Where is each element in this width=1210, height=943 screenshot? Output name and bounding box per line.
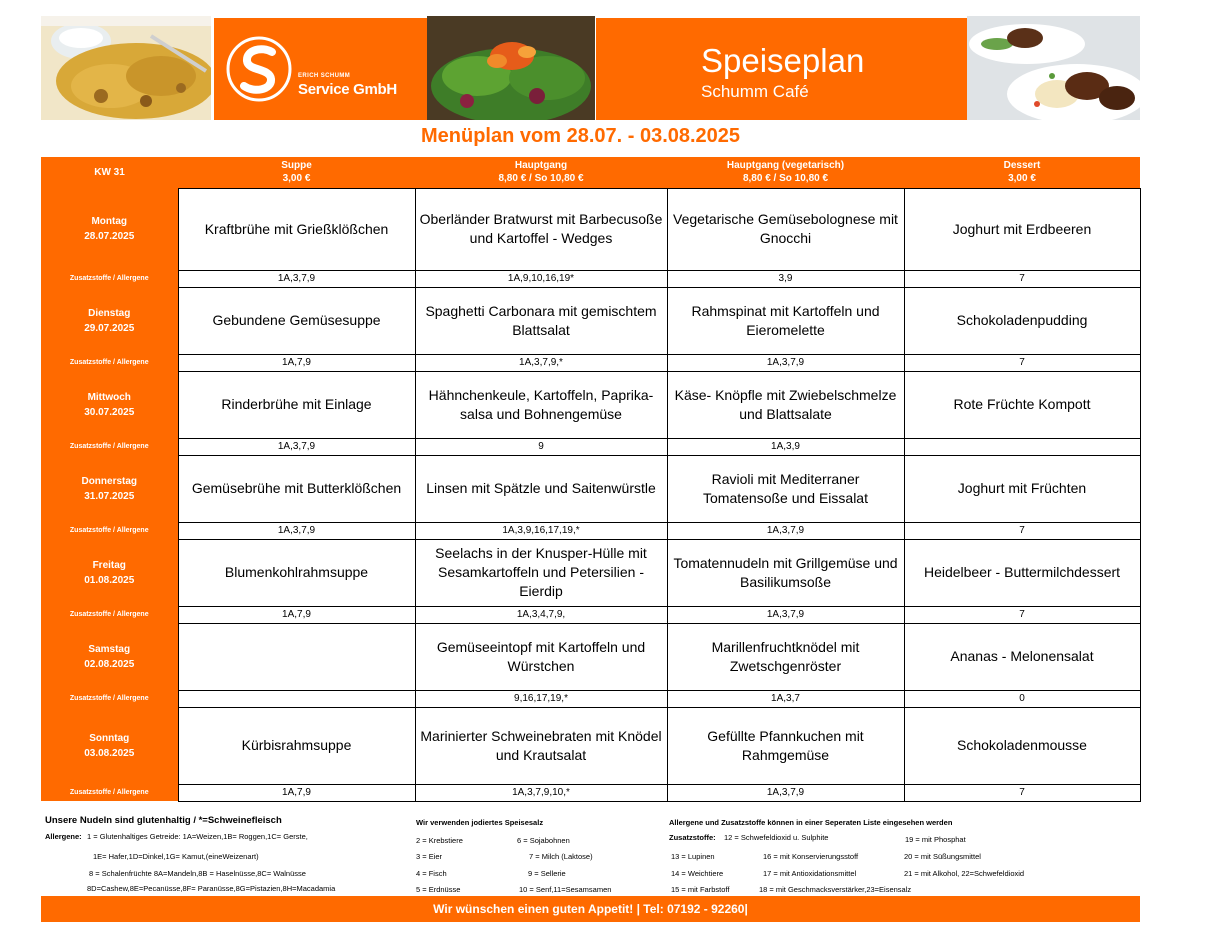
noodle-note: Unsere Nudeln sind glutenhaltig / *=Schweinefleisch [45, 815, 282, 826]
vegetarian-dish: Rahmspinat mit Kartoffeln und Eieromelette [667, 287, 904, 354]
dessert-header-price: 3,00 € [1008, 173, 1036, 185]
logo-small-text: ERICH SCHUMM [298, 73, 351, 79]
allergene-line-4: 8D=Cashew,8E=Pecanüsse,8F= Paranüsse,8G=Pistazien,8H=Macadamia [87, 884, 336, 893]
day-date: 02.08.2025 [84, 658, 135, 670]
allergen-row-label: Zusatzstoffe / Allergene [41, 690, 178, 707]
day-cell [41, 455, 178, 522]
allergen-codes: 1A,3,7,9 [667, 522, 904, 539]
allergen-codes: 7 [904, 606, 1140, 623]
additive-17: 17 = mit Antioxidationsmittel [763, 869, 857, 878]
day-name: Freitag [92, 559, 126, 571]
dessert-dish: Schokoladenmousse [904, 707, 1140, 784]
vegetarian-dish: Marillenfruchtknödel mit Zwetschgenröster [667, 623, 904, 690]
page-title: Speiseplan [701, 42, 865, 79]
dessert-dish: Joghurt mit Früchten [904, 455, 1140, 522]
additive-20: 20 = mit Süßungsmittel [904, 852, 981, 861]
allergen-codes: 1A,3,7,9 [178, 270, 415, 287]
additive-14: 14 = Weichtiere [671, 869, 724, 878]
additive-12: 12 = Schwefeldioxid u. Sulphite [724, 833, 829, 842]
allergene-line-2: 1E= Hafer,1D=Dinkel,1G= Kamut,(eineWeizenart) [93, 852, 259, 861]
allergen-codes: 1A,3,4,7,9, [415, 606, 667, 623]
allergen-codes: 0 [904, 690, 1140, 707]
allergen-5: 5 = Erdnüsse [416, 885, 461, 894]
allergen-row [41, 522, 1140, 539]
main-dish: Spaghetti Carbonara mit gemischtem Blattsalat [415, 287, 667, 354]
table-header-row [41, 157, 1140, 188]
soup-dish: Rinderbrühe mit Einlage [178, 371, 415, 438]
day-name: Sonntag [89, 732, 130, 744]
day-row [41, 707, 1140, 784]
company-logo-icon [226, 36, 292, 102]
allergen-codes: 7 [904, 354, 1140, 371]
allergen-codes: 1A,7,9 [178, 606, 415, 623]
allergen-row [41, 690, 1140, 707]
vegetarian-dish: Käse- Knöpfle mit Zwiebelschmelze und Blattsalate [667, 371, 904, 438]
main-dish: Oberländer Bratwurst mit Barbecusoße und Kartoffel - Wedges [415, 188, 667, 270]
allergen-codes: 1A,3,7,9,10,* [415, 784, 667, 801]
day-name: Samstag [88, 643, 131, 655]
dessert-dish: Rote Früchte Kompott [904, 371, 1140, 438]
day-cell [41, 623, 178, 690]
allergen-codes: 1A,3,7 [667, 690, 904, 707]
day-date: 29.07.2025 [84, 322, 135, 334]
main-dish: Gemüseeintopf mit Kartoffeln und Würstchen [415, 623, 667, 690]
allergen-9: 9 = Sellerie [528, 869, 566, 878]
allergen-2: 2 = Krebstiere [416, 836, 463, 845]
dessert-dish: Schokoladenpudding [904, 287, 1140, 354]
main-dish: Hähnchenkeule, Kartoffeln, Paprika-salsa und Bohnengemüse [415, 371, 667, 438]
allergen-6: 6 = Sojabohnen [517, 836, 570, 845]
allergen-row-label: Zusatzstoffe / Allergene [41, 438, 178, 455]
allergen-codes [904, 438, 1140, 455]
day-row [41, 371, 1140, 438]
day-cell [41, 287, 178, 354]
day-cell [41, 539, 178, 606]
additive-21: 21 = mit Alkohol, 22=Schwefeldioxid [904, 869, 1025, 878]
allergen-row [41, 784, 1140, 801]
vegetarian-dish: Gefüllte Pfannkuchen mit Rahmgemüse [667, 707, 904, 784]
salt-note: Wir verwenden jodiertes Speisesalz [416, 818, 544, 827]
allergen-row [41, 438, 1140, 455]
allergen-codes: 7 [904, 270, 1140, 287]
veg-header-price: 8,80 € / So 10,80 € [742, 173, 829, 185]
food-photo-meatballs [967, 16, 1140, 120]
page-subtitle: Schumm Café [701, 82, 809, 101]
veg-header [667, 157, 904, 188]
soup-dish [178, 623, 415, 690]
allergen-row-label: Zusatzstoffe / Allergene [41, 784, 178, 801]
main-dish: Seelachs in der Knusper-Hülle mit Sesamkartoffeln und Petersilien - Eierdip [415, 539, 667, 606]
main-header-name: Hauptgang [514, 160, 568, 172]
soup-header [178, 157, 415, 188]
additive-18: 18 = mit Geschmacksverstärker,23=Eisensalz [759, 885, 912, 894]
dessert-dish: Joghurt mit Erdbeeren [904, 188, 1140, 270]
additive-13: 13 = Lupinen [671, 852, 715, 861]
notes-section [41, 812, 1140, 894]
allergen-3: 3 = Eier [416, 852, 443, 861]
veg-header-name: Hauptgang (vegetarisch) [726, 160, 845, 172]
dessert-dish: Heidelbeer - Buttermilchdessert [904, 539, 1140, 606]
menu-title: Menüplan vom 28.07. - 03.08.2025 [421, 125, 741, 147]
main-header-price: 8,80 € / So 10,80 € [498, 173, 584, 185]
allergen-codes: 1A,3,7,9,* [415, 354, 667, 371]
additive-16: 16 = mit Konservierungsstoff [763, 852, 859, 861]
day-date: 28.07.2025 [84, 231, 135, 242]
allergen-codes: 1A,7,9 [178, 354, 415, 371]
allergen-codes: 9 [415, 438, 667, 455]
allergen-codes: 9,16,17,19,* [415, 690, 667, 707]
allergen-10: 10 = Senf,11=Sesamsamen [519, 885, 612, 894]
allergen-row-label: Zusatzstoffe / Allergene [41, 354, 178, 371]
day-cell [41, 188, 178, 270]
allergen-4: 4 = Fisch [416, 869, 447, 878]
day-name: Donnerstag [81, 475, 138, 487]
day-cell [41, 371, 178, 438]
soup-dish: Gemüsebrühe mit Butterklößchen [178, 455, 415, 522]
day-row [41, 188, 1140, 270]
allergen-codes: 3,9 [667, 270, 904, 287]
dessert-dish: Ananas - Melonensalat [904, 623, 1140, 690]
day-date: 01.08.2025 [84, 574, 135, 586]
day-name: Mittwoch [87, 391, 131, 403]
allergene-line-1: 1 = Glutenhaltiges Getreide: 1A=Weizen,1B= Roggen,1C= Gerste, [87, 832, 308, 841]
allergen-codes: 1A,3,7,9 [667, 606, 904, 623]
additive-19: 19 = mit Phosphat [905, 835, 966, 844]
allergen-codes: 7 [904, 784, 1140, 801]
vegetarian-dish: Vegetarische Gemüsebolognese mit Gnocchi [667, 188, 904, 270]
allergen-codes: 1A,3,7,9 [667, 784, 904, 801]
day-date: 30.07.2025 [84, 406, 135, 418]
allergen-row [41, 354, 1140, 371]
main-dish: Linsen mit Spätzle und Saitenwürstle [415, 455, 667, 522]
day-date: 31.07.2025 [84, 490, 135, 502]
soup-dish: Kürbisrahmsuppe [178, 707, 415, 784]
allergen-codes: 1A,3,9,16,17,19,* [415, 522, 667, 539]
allergen-codes: 1A,7,9 [178, 784, 415, 801]
company-logo [214, 18, 427, 120]
allergen-codes [178, 690, 415, 707]
allergene-label: Allergene: [45, 832, 82, 841]
day-cell [41, 707, 178, 784]
allergen-row-label: Zusatzstoffe / Allergene [41, 270, 178, 287]
soup-dish: Blumenkohlrahmsuppe [178, 539, 415, 606]
dessert-header-name: Dessert [1003, 160, 1041, 172]
allergen-codes: 1A,3,7,9 [667, 354, 904, 371]
vegetarian-dish: Ravioli mit Mediterraner Tomatensoße und Eissalat [667, 455, 904, 522]
allergen-codes: 1A,3,7,9 [178, 438, 415, 455]
menu-table [41, 157, 1141, 802]
vegetarian-dish: Tomatennudeln mit Grillgemüse und Basilikumsoße [667, 539, 904, 606]
allergen-7: 7 = Milch (Laktose) [529, 852, 593, 861]
allergen-row [41, 606, 1140, 623]
day-row [41, 623, 1140, 690]
header [41, 16, 1140, 120]
allergen-codes: 1A,9,10,16,19* [415, 270, 667, 287]
title-banner [596, 18, 968, 120]
additive-15: 15 = mit Farbstoff [671, 885, 730, 894]
soup-header-name: Suppe [281, 160, 312, 172]
main-dish: Marinierter Schweinebraten mit Knödel und Krautsalat [415, 707, 667, 784]
day-row [41, 455, 1140, 522]
dessert-header [904, 157, 1140, 188]
food-photo-salad [427, 16, 595, 120]
allergene-line-3: 8 = Schalenfrüchte 8A=Mandeln,8B = Haselnüsse,8C= Walnüsse [89, 869, 306, 878]
zusatz-label: Zusatzstoffe: [669, 833, 716, 842]
day-name: Montag [91, 216, 128, 227]
footer-banner: Wir wünschen einen guten Appetit! | Tel: 07192 - 92260| [41, 896, 1140, 922]
logo-company-name: Service GmbH [298, 81, 397, 98]
soup-header-price: 3,00 € [282, 173, 311, 185]
allergen-row [41, 270, 1140, 287]
food-photo-pasta [41, 16, 211, 120]
day-row [41, 287, 1140, 354]
soup-dish: Kraftbrühe mit Grießklößchen [178, 188, 415, 270]
week-header: KW 31 [41, 157, 178, 188]
day-row [41, 539, 1140, 606]
separate-list-note: Allergene und Zusatzstoffe können in einer Seperaten Liste eingesehen werden [669, 818, 953, 827]
allergen-codes: 1A,3,9 [667, 438, 904, 455]
day-date: 03.08.2025 [84, 747, 135, 759]
soup-dish: Gebundene Gemüsesuppe [178, 287, 415, 354]
allergen-row-label: Zusatzstoffe / Allergene [41, 606, 178, 623]
allergen-row-label: Zusatzstoffe / Allergene [41, 522, 178, 539]
allergen-codes: 7 [904, 522, 1140, 539]
day-name: Dienstag [88, 307, 131, 319]
main-header [415, 157, 667, 188]
allergen-codes: 1A,3,7,9 [178, 522, 415, 539]
